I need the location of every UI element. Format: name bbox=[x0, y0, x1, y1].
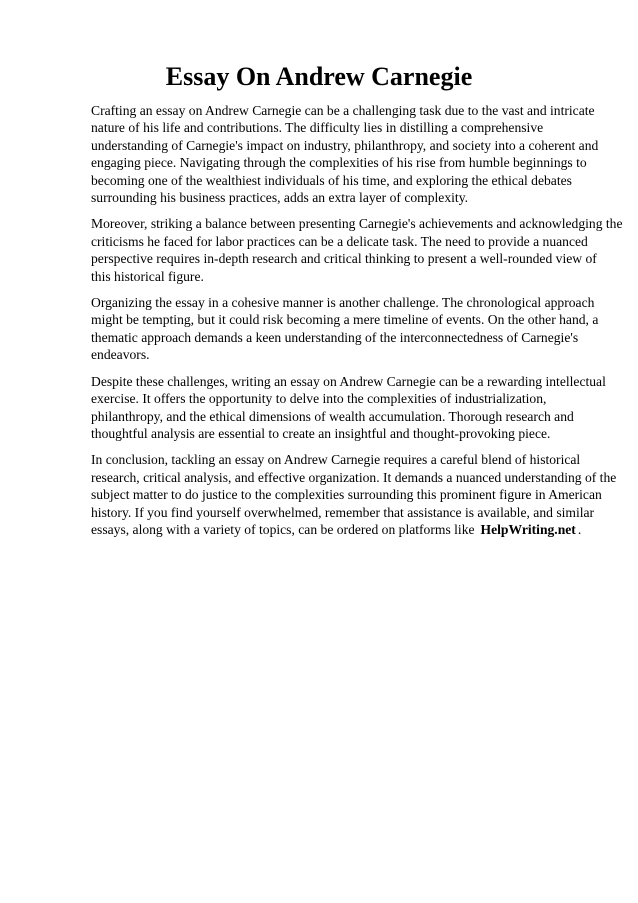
paragraph-line: engaging piece. Navigating through the complexities of his rise from humble beginnings to bbox=[91, 155, 587, 171]
paragraph-line: essays, along with a variety of topics, can be ordered on platforms like bbox=[91, 521, 475, 537]
helpwriting-link[interactable]: HelpWriting.net bbox=[480, 521, 576, 537]
paragraph-5 bbox=[91, 451, 617, 538]
paragraph-line: endeavors. bbox=[91, 347, 150, 363]
paragraph-line: history. If you find yourself overwhelmed, remember that assistance is available, and similar bbox=[91, 504, 595, 520]
paragraph-line: nature of his life and contributions. The difficulty lies in distilling a comprehensive bbox=[91, 120, 544, 136]
paragraph-line: Despite these challenges, writing an essay on Andrew Carnegie can be a rewarding intellectual bbox=[91, 373, 606, 389]
document-body bbox=[91, 102, 623, 547]
paragraph-line: surrounding his business practices, adds an extra layer of complexity. bbox=[91, 190, 469, 206]
paragraph-line: exercise. It offers the opportunity to delve into the complexities of industrialization, bbox=[91, 391, 547, 407]
paragraph-3 bbox=[91, 294, 601, 364]
paragraph-line: Organizing the essay in a cohesive manner is another challenge. The chronological approach bbox=[91, 295, 595, 311]
paragraph-1 bbox=[91, 102, 601, 206]
paragraph-line: becoming one of the wealthiest individuals of his time, and exploring the ethical debates bbox=[91, 172, 572, 188]
document-title: Essay On Andrew Carnegie bbox=[165, 62, 473, 91]
paragraph-line: perspective requires in-depth research and critical thinking to present a well-rounded view of bbox=[91, 251, 597, 267]
paragraph-line: thoughtful analysis are essential to create an insightful and thought-provoking piece. bbox=[91, 425, 551, 441]
paragraph-line: Moreover, striking a balance between presenting Carnegie's achievements and acknowledging the bbox=[91, 216, 623, 232]
paragraph-line: criticisms he faced for labor practices can be a delicate task. The need to provide a nuanced bbox=[91, 233, 588, 249]
paragraph-2 bbox=[91, 215, 623, 285]
paragraph-line: understanding of Carnegie's impact on industry, philanthropy, and society into a coherent and bbox=[91, 137, 599, 153]
paragraph-line: research, critical analysis, and effective organization. It demands a nuanced understanding of the bbox=[91, 469, 617, 485]
paragraph-line: thematic approach demands a keen understanding of the interconnectedness of Carnegie's bbox=[91, 329, 579, 345]
paragraph-line: this historical figure. bbox=[91, 268, 204, 284]
paragraph-end-period: . bbox=[577, 521, 582, 537]
paragraph-line: subject matter to do justice to the complexities surrounding this prominent figure in American bbox=[91, 487, 602, 503]
paragraph-line: Crafting an essay on Andrew Carnegie can be a challenging task due to the vast and intricate bbox=[91, 103, 595, 118]
paragraph-line: might be tempting, but it could risk becoming a mere timeline of events. On the other hand, a bbox=[91, 312, 599, 328]
paragraph-4 bbox=[91, 373, 606, 443]
paragraph-line: In conclusion, tackling an essay on Andrew Carnegie requires a careful blend of historical bbox=[91, 452, 581, 468]
paragraph-line: philanthropy, and the ethical dimensions of wealth accumulation. Thorough research and bbox=[91, 408, 574, 424]
